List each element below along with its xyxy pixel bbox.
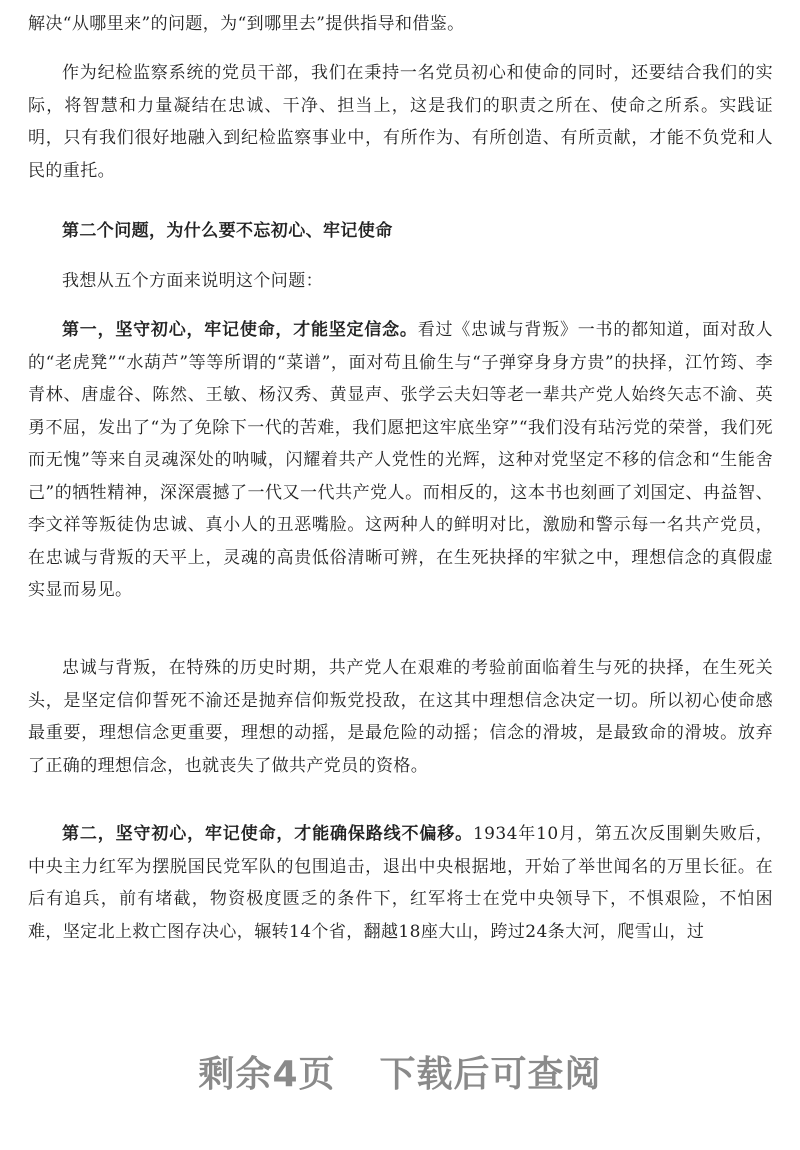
point-2-lead: 第二，坚守初心，牢记使命，才能确保路线不偏移。 bbox=[62, 824, 473, 844]
paragraph-duty: 作为纪检监察系统的党员干部，我们在秉持一名党员初心和使命的同时，还要结合我们的实际，将智慧和力量凝结在忠诚、干净、担当上，这是我们的职责之所在、使命之所系。实践证明，只有我们很好地融入到纪检监察事业中，有所作为、有所创造、有所贡献，才能不负党和人民的重托。 bbox=[28, 63, 773, 181]
paragraph-continuation: 解决“从哪里来”的问题，为“到哪里去”提供指导和借鉴。 bbox=[28, 14, 465, 34]
paragraph-loyalty: 忠诚与背叛，在特殊的历史时期，共产党人在艰难的考验前面临着生与死的抉择，在生死关头，是坚定信仰誓死不渝还是抛弃信仰叛党投敌，在这其中理想信念决定一切。所以初心使命感最重要，理想信念更重要，理想的动摇，是最危险的动摇；信念的滑坡，是最致命的滑坡。放弃了正确的理想信念，也就丧失了做共产党员的资格。 bbox=[28, 658, 773, 776]
download-prompt-banner[interactable] bbox=[0, 1046, 800, 1097]
download-to-view-text: 下载后可查阅 bbox=[379, 1054, 602, 1095]
section-heading: 第二个问题，为什么要不忘初心、牢记使命 bbox=[62, 221, 393, 241]
remaining-pages-text: 剩余4页 bbox=[198, 1054, 336, 1095]
paragraph-point-1 bbox=[28, 314, 773, 607]
point-1-lead: 第一，坚守初心，牢记使命，才能坚定信念。 bbox=[62, 320, 418, 340]
point-2-body: 1934年10月，第五次反围剿失败后，中央主力红军为摆脱国民党军队的包围追击，退出中央根据地，开始了举世闻名的万里长征。在后有追兵，前有堵截，物资极度匮乏的条件下，红军将士在党中央领导下，不惧艰险，不怕困难，坚定北上救亡图存决心，辗转14个省，翻越18座大山，跨过24条大河，爬雪山，过 bbox=[28, 824, 773, 942]
paragraph-point-2 bbox=[28, 818, 773, 948]
paragraph-intro: 我想从五个方面来说明这个问题： bbox=[62, 271, 323, 291]
point-1-body: 看过《忠诚与背叛》一书的都知道，面对敌人的“老虎凳”“水葫芦”等等所谓的“菜谱”，面对苟且偷生与“子弹穿身身方贵”的抉择，江竹筠、李青林、唐虚谷、陈然、王敏、杨汉秀、黄显声、张学云夫妇等老一辈共产党人始终矢志不渝、英勇不屈，发出了“为了免除下一代的苦难，我们愿把这牢底坐穿”“我们没有玷污党的荣誉，我们死而无愧”等来自灵魂深处的呐喊，闪耀着共产人党性的光辉，这种对党坚定不移的信念和“生能舍己”的牺牲精神，深深震撼了一代又一代共产党人。而相反的，这本书也刻画了刘国定、冉益智、李文祥等叛徒伪忠诚、真小人的丑恶嘴脸。这两种人的鲜明对比，激励和警示每一名共产党员，在忠诚与背叛的天平上，灵魂的高贵低俗清晰可辨，在生死抉择的牢狱之中，理想信念的真假虚实显而易见。 bbox=[28, 320, 774, 600]
